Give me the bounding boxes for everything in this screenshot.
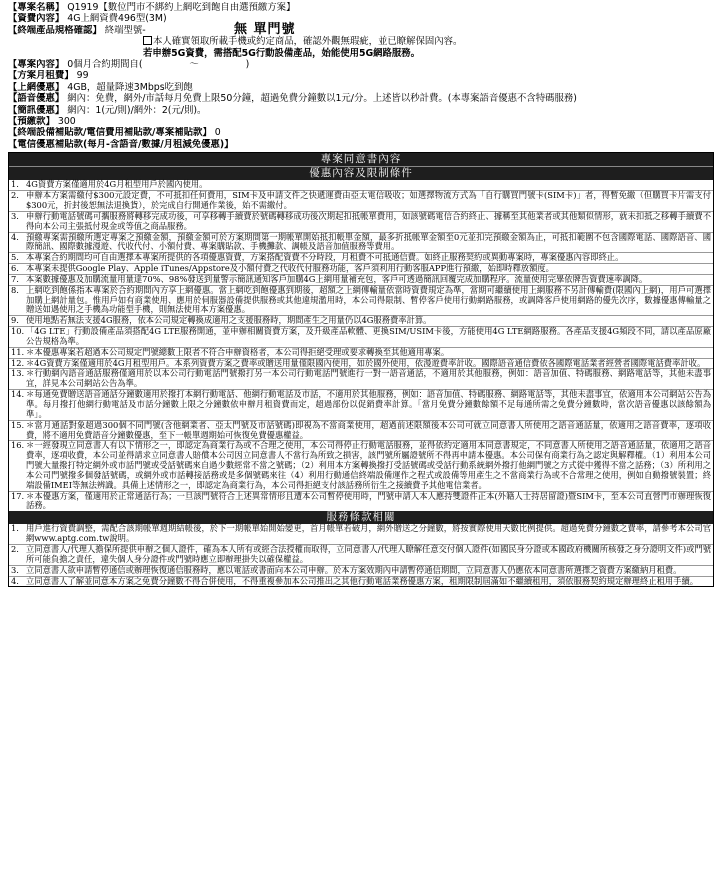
clause-item: [9, 212, 713, 233]
device-model-value: 終端型號-: [104, 24, 146, 36]
clause-text: 上網吃到飽係指本專案於合約期間內方享上網優惠。當上網吃到飽優惠到期後，超額之上網傳輸量依當時資費規定為準，當期可繼續使用上網服務不另計傳輸費(限國內上網)，用戶可選擇加購上網計量包。惟用戶如有商業使用、應用於伺服器設備提供服務或其他違規濫用時，本公司得限制、暫停客戶使用行動網路服務，或調降客戶使用網路的優先次序，數據優惠傳輸量之贈送如遇使用之手機為功能型手機，則無法使用本方案優惠。: [26, 284, 711, 315]
clause-item: [9, 492, 713, 512]
data-offer-value: 4GB，超量降速3Mbps吃到飽: [67, 81, 193, 93]
clause-text: ＊當月通話對象超過300個不同門號(含他網業者、亞太門號及市話號碼)即視為不當商業使用，超過前述限額後本公司可就立同意書人所使用之語音通話量，依適用之語音費率，逐項收費，將不適用免費語音分鐘數優惠，至下一帳單週期始可恢復免費優惠權益。: [26, 419, 711, 440]
prepayment-line: [8, 116, 714, 127]
monthly-fee-line: [8, 70, 714, 81]
clause-number: 3.: [11, 210, 19, 221]
consent-section: [8, 152, 714, 587]
clause-number: 1.: [11, 179, 19, 190]
field-label: 【電信優惠補貼款(每月-含語音/數據/月租減免優惠)】: [8, 138, 234, 150]
handwritten-note: 無 單門號: [234, 22, 296, 37]
field-label: 【終端產品規格確認】: [8, 24, 102, 36]
terms-title: 服務條款相關: [9, 511, 713, 524]
clause-item: [9, 286, 713, 317]
clause-item: [9, 441, 713, 491]
clause-text: 用戶進行資費調整，需配合該期帳單週期結帳後，於下一期帳單始開始變更，首月帳單若破月，網外贈送之分鐘數，將按實際使用天數比例提供。超過免費分鐘數之費率，請參考本公司官網www.aptg.com.tw說明。: [26, 523, 711, 544]
clause-item: [9, 566, 713, 577]
clause-number: 4.: [11, 231, 19, 242]
clause-text: 申辦行動電話號碼可攜服務將轉移完成功後，可享移轉手續費於號碼轉移成功後次期起扣抵帳單費用，如該號碼電信合約終止、據稱至其他業者或其他類似情形，就未扣抵之移轉手續費不得向本公司主張抵付現金或等值之商品服務。: [26, 210, 711, 231]
clause-number: 8.: [11, 284, 19, 295]
telecom-subsidy-line: [8, 139, 714, 150]
clause-text: 立同意書人了解並同意本方案之免費分鐘數不得合併使用，不得重複參加本公司推出之其他行動電話業務優惠方案，租期限制屆滿如不繼續租用，須依服務契約規定辦理終止租用手續。: [26, 575, 699, 586]
clause-text: ＊本優惠方案，僅適用於正常通話行為；一旦該門號符合上述異常情形且遭本公司暫停使用時，門號申請人本人應持雙證件正本(外籍人士持居留證)暨SIM卡，至本公司直營門市辦理恢復話務。: [26, 490, 711, 511]
clause-number: 16.: [11, 440, 25, 451]
monthly-fee-value: 99: [76, 70, 89, 82]
5g-note-line: 若申辦5G資費，需搭配5G行動設備產品，始能使用5G網路服務。: [143, 47, 421, 59]
clause-number: 5.: [11, 252, 19, 263]
clause-text: 預繳專案需預繳所選定專案之預繳金額，預繳金額可於方案期間第一期帳單開始抵扣帳單金額，最多折抵帳單金額至0元並扣完預繳金額為止，可抵扣範圍不包含國際電話、國際語音、國際簡訊、國際數據漫遊、代收代付、小額付費、專案購貼款、手機攤款、調帳及語音加值服務等費用。: [26, 231, 711, 252]
voice-offer-line: [8, 93, 714, 104]
tariff-value: 4G上網資費496型(3M): [67, 13, 167, 25]
clause-number: 13.: [11, 368, 25, 379]
device-confirm-line: [8, 36, 714, 47]
clause-number: 6.: [11, 263, 19, 274]
consent-subtitle: 優惠內容及限制條件: [9, 166, 713, 180]
field-label: 【語音優惠】: [8, 93, 65, 105]
data-offer-line: [8, 82, 714, 93]
clause-item: [9, 369, 713, 390]
field-label: 【專案名稱】: [8, 2, 65, 13]
clause-text: 「4G LTE」行動設備產品須搭配4G LTE服務開通，並申辦相關資費方案，及升級產品軟體、更換SIM/USIM卡後，方能使用4G LTE網路服務。各產品支援4G頻段不同，請以產品原廠公告規格為準。: [26, 326, 711, 346]
device-confirm-text: 本人確實領取所載手機或約定商品，確認外觀無瑕疵，並已瞭解保固內容。: [153, 36, 463, 48]
clause-text: ＊本優惠專案若超過本公司規定門號總數上限者不符合申辦資格者，本公司得拒絕受理或要求轉換至其他適用專案。: [26, 346, 450, 357]
clause-item: [9, 421, 713, 442]
prepayment-value: 300: [57, 116, 76, 128]
clause-number: 1.: [11, 523, 19, 534]
clause-number: 14.: [11, 389, 25, 400]
clause-item: [9, 545, 713, 566]
clause-number: 10.: [11, 326, 25, 337]
clause-number: 7.: [11, 273, 19, 284]
field-label: 【資費內容】: [8, 13, 65, 25]
subsidy-line: [8, 127, 714, 138]
sms-offer-value: 網內：1(元/則)/網外：2(元/則)。: [67, 104, 207, 116]
contract-period-value: 0個月合約期間自( ～ ): [67, 59, 250, 71]
clause-text: ＊一經發現立同意書人有以下情形之一，即認定為商業行為或不合理之使用，本公司得停止行動電話服務，並得依約定適用本同意書規定，不同意書人所使用之語音通話量，依適用之語音費率，逐項收費，本公司並得請求立同意書人賠償本公司因立同意書人不當行為所致之損害，該門號所屬證號所不得再申請本優惠。本公司保有商業行為之認定與解釋權。（1）利用本公司門號大量撥打特定網外或市話門號或受話號碼來自過少數經常不當之號碼；（2）利用本方案轉換撥打受話號碼或受話行動系統網外撥打他網門號之方式從中獲得不當之話務；（3）所利用之本公司門號撥多個發話號碼，或網外或市話轉接話務或是多個號碼來往（4）利用行動通信終端設備運作之程式或設備等用產生之不當商業行為或不合常理之使用，例如自動撥號裝置；終端設備IMEI等無法辨識。具備上述情形之一，即認定為商業行為，本公司得拒絕支付該話務所衍生之接續費予其他電信業者。: [26, 440, 711, 490]
project-name-value: Q1919【數位門市不綁約上網吃到飽自由選預繳方案】: [67, 2, 296, 13]
clause-number: 12.: [11, 357, 25, 368]
subsidy-value: 0: [214, 127, 221, 139]
clause-number: 9.: [11, 315, 19, 326]
clause-text: 本專案合約期間均可自由選擇本專案所提供的各項優惠資費，方案搭配資費不分時段，月租費不可抵通信費。如終止服務契約或異動專案時，專案優惠內容即終止。: [26, 252, 624, 263]
clause-text: 本專案未提供Google Play、Apple iTunes/Appstore及小額付費之代收代付服務功能，客戶須利用行動客服APP進行預繳，始即時釋放額度。: [26, 263, 554, 274]
tariff-content-line: [8, 13, 714, 24]
clause-text: 立同意書人/代理人擔保所提供申辦之個人證件，確為本人所有或經合法授權而取得，立同意書人/代理人瞭解任意交付個人證件(如國民身分證或本國政府機關所核發之身分證明文件)或門號所可能負擔之責任，違失個人身分證件或門號時應立即辦理掛失以確保權益。: [26, 543, 711, 564]
clause-number: 2.: [11, 543, 19, 554]
plan-header: [8, 2, 714, 150]
field-label: 【預繳款】: [8, 116, 55, 128]
voice-offer-value: 網內：免費，網外/市話每月免費上限50分鐘，超過免費分鐘數以1元/分。上述皆以秒計費。(本專案語音優惠不含特碼服務): [67, 93, 577, 105]
clause-item: [9, 233, 713, 254]
clause-number: 17.: [11, 490, 25, 501]
consent-item-list: [9, 180, 713, 511]
clause-item: [9, 348, 713, 359]
clause-item: [9, 191, 713, 212]
clause-text: 使用地點若無法支援4G服務，依本公司規定轉換成適用之支援服務時，期間產生之用量仍以4G服務費率計算。: [26, 315, 432, 326]
consent-title: 專案同意書內容: [9, 153, 713, 166]
field-label: 【方案月租費】: [8, 70, 74, 82]
clause-number: 11.: [11, 346, 25, 357]
clause-number: 15.: [11, 419, 25, 430]
project-content-line: [8, 59, 714, 70]
clause-number: 2.: [11, 190, 19, 201]
sms-offer-line: [8, 105, 714, 116]
clause-text: 申辦本方案需繳付$300元設定費，不可抵扣任何費用，SIM卡及申請文件之快遞運費由亞太電信吸收；如選擇物流方式為「自行購買門號卡(SIM卡)」者，得暫免繳（但購買卡片需支付$300元，折封後恕無法退換貨），於完成自行開通作業後，始不需繳付。: [26, 190, 711, 210]
clause-text: 本案數據優惠及加購流量用量達70%、98%發送到量警示簡訊通知客戶加購4G上網用量補充包，客戶可透過簡訊回覆完成加購程序。流量使用完畢依牌告資費速率調降。: [26, 273, 648, 284]
clause-text: ＊行動網內語音通話服務僅適用於以本公司行動電話門號撥打另一本公司行動電話門號進行一對一語音通話，不適用於其他服務，例如：語音加值、特碼服務、網路電話等，其他未盡事宜，詳見本公司網站公告為準。: [26, 368, 711, 389]
field-label: 【簡訊優惠】: [8, 104, 65, 116]
clause-item: [9, 390, 713, 421]
terms-item-list: [9, 524, 713, 586]
confirm-checkbox[interactable]: [143, 36, 152, 45]
clause-number: 3.: [11, 564, 19, 575]
clause-text: ＊4G資費方案僅適用於4G月租型用戶。本系列資費方案之費率或贈送用量僅限國內使用，如於國外使用，依漫遊費率計收。國際語音通信費依各國際電話業者經營者國際電話費率計收。: [26, 357, 706, 368]
project-name-line: [8, 2, 714, 13]
device-spec-line: [8, 22, 714, 37]
clause-item: [9, 577, 713, 587]
field-label: 【專案內容】: [8, 59, 65, 71]
clause-item: [9, 524, 713, 545]
clause-text: ＊每通免費贈送語音通話分鐘數適用於撥打本網行動電話、他網行動電話及市話，不適用於其他服務，例如：語音加值、特碼服務、網路電話等，其他未盡事宜，依適用本公司網站公告為準。每月撥打他網行動電話及市話分鐘數上限之分鐘數依申辦月租資費而定，超過部份以促銷費率計算。「當月免費分鐘數餘額不足每通所需之免費分鐘數時，當次語音優惠以該餘額為準」。: [26, 389, 711, 419]
clause-number: 4.: [11, 575, 19, 586]
field-label: 【上網優惠】: [8, 81, 65, 93]
clause-item: [9, 327, 713, 348]
clause-text: 4G資費方案僅適用於4G月租型用戶於國內使用。: [26, 179, 208, 190]
field-label: 【終端設備補貼款/電信費用補貼款/專案補貼款】: [8, 127, 212, 139]
clause-text: 立同意書人欲申請暫停通信或辦理恢復通信服務時，應以電話或書面向本公司申辦。於本方案效期內申請暫停通信期間，立同意書人仍應依本同意書所選擇之資費方案繳納月租費。: [26, 564, 682, 575]
